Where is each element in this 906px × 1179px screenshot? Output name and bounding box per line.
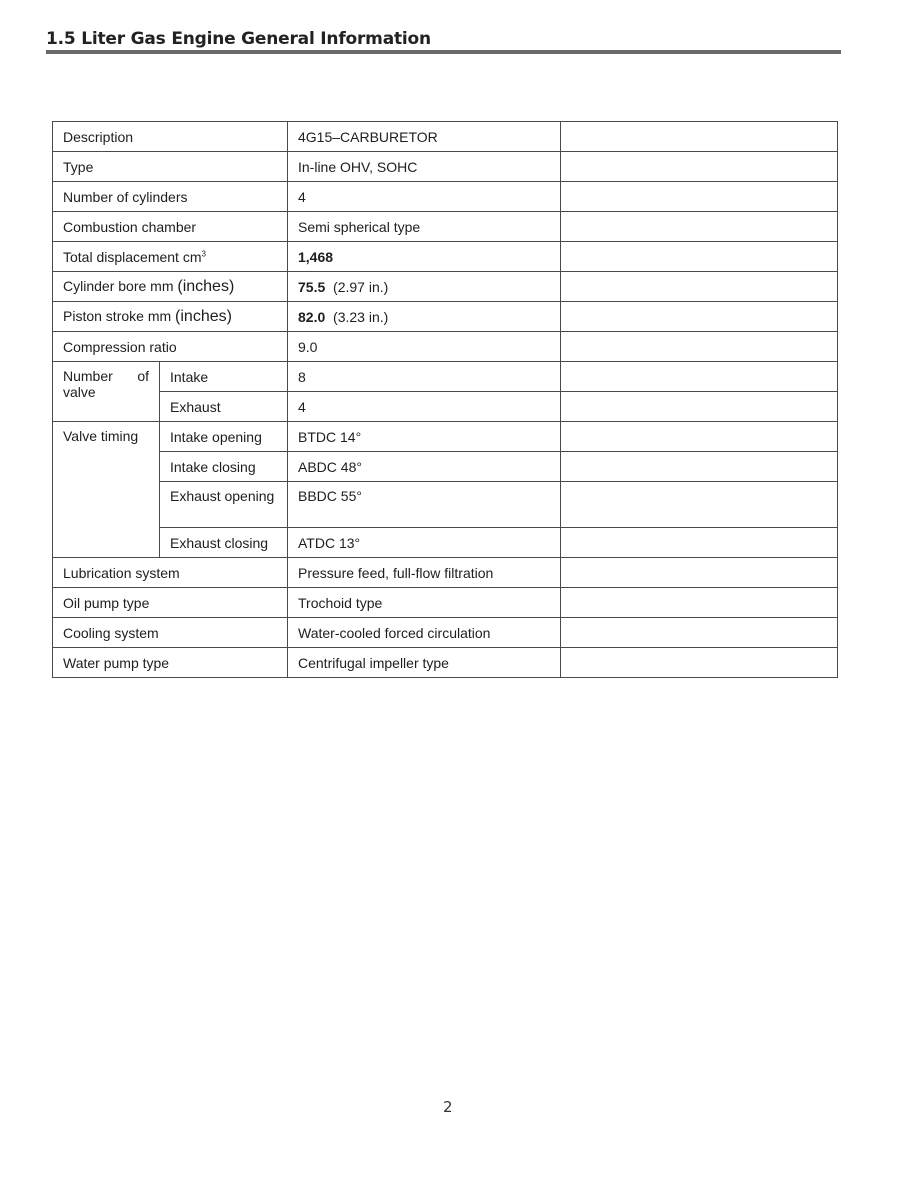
table-row bbox=[53, 588, 838, 618]
sub-label: Exhaust opening bbox=[160, 482, 288, 528]
row-value: 82.0 bbox=[298, 308, 326, 325]
table-row bbox=[53, 482, 838, 528]
table-row bbox=[53, 242, 838, 272]
row-label: Cylinder bore mm bbox=[63, 277, 174, 294]
row-extra bbox=[561, 528, 838, 558]
row-label-cell bbox=[53, 302, 288, 332]
row-extra bbox=[561, 392, 838, 422]
row-value: Trochoid type bbox=[288, 588, 561, 618]
row-extra bbox=[561, 648, 838, 678]
row-label: Oil pump type bbox=[53, 588, 288, 618]
row-extra bbox=[561, 558, 838, 588]
sub-label: Exhaust bbox=[160, 392, 288, 422]
engine-spec-table bbox=[52, 121, 838, 678]
row-value: ABDC 48° bbox=[288, 452, 561, 482]
row-label-unit: (inches) bbox=[175, 307, 232, 325]
row-value-alt: (2.97 in.) bbox=[333, 278, 389, 295]
row-value: Pressure feed, full-flow filtration bbox=[288, 558, 561, 588]
row-label: Piston stroke mm bbox=[63, 307, 172, 324]
row-extra bbox=[561, 362, 838, 392]
row-extra bbox=[561, 122, 838, 152]
row-extra bbox=[561, 152, 838, 182]
row-extra bbox=[561, 212, 838, 242]
row-label: Combustion chamber bbox=[53, 212, 288, 242]
table-row bbox=[53, 152, 838, 182]
sub-label: Intake closing bbox=[160, 452, 288, 482]
table-row bbox=[53, 648, 838, 678]
row-extra bbox=[561, 272, 838, 302]
row-value: 4G15–CARBURETOR bbox=[288, 122, 561, 152]
row-value: 75.5 bbox=[298, 278, 326, 295]
row-label: Lubrication system bbox=[53, 558, 288, 588]
table-row bbox=[53, 272, 838, 302]
row-extra bbox=[561, 182, 838, 212]
table-row bbox=[53, 452, 838, 482]
table-row bbox=[53, 558, 838, 588]
row-value: BBDC 55° bbox=[288, 482, 561, 528]
row-label: Water pump type bbox=[53, 648, 288, 678]
unit-superscript: 3 bbox=[201, 248, 206, 258]
row-label: Type bbox=[53, 152, 288, 182]
row-label: Description bbox=[53, 122, 288, 152]
row-label: Compression ratio bbox=[53, 332, 288, 362]
row-extra bbox=[561, 332, 838, 362]
row-value-cell bbox=[288, 302, 561, 332]
header-rule bbox=[46, 50, 841, 54]
table-row bbox=[53, 528, 838, 558]
row-extra bbox=[561, 588, 838, 618]
page-number: 2 bbox=[443, 1098, 453, 1116]
row-extra bbox=[561, 452, 838, 482]
table-row bbox=[53, 332, 838, 362]
table-row bbox=[53, 182, 838, 212]
row-value: 4 bbox=[288, 182, 561, 212]
page-title: 1.5 Liter Gas Engine General Information bbox=[46, 29, 431, 49]
row-value: BTDC 14° bbox=[288, 422, 561, 452]
table-row bbox=[53, 392, 838, 422]
row-value: Semi spherical type bbox=[288, 212, 561, 242]
table-row bbox=[53, 618, 838, 648]
row-label: Number of cylinders bbox=[53, 182, 288, 212]
row-value: Water-cooled forced circulation bbox=[288, 618, 561, 648]
row-label: Cooling system bbox=[53, 618, 288, 648]
row-extra bbox=[561, 618, 838, 648]
row-value: 4 bbox=[288, 392, 561, 422]
sub-label: Intake opening bbox=[160, 422, 288, 452]
page-header bbox=[46, 28, 841, 54]
row-value-cell bbox=[288, 272, 561, 302]
row-label-unit: (inches) bbox=[177, 277, 235, 295]
row-extra bbox=[561, 482, 838, 528]
row-value: 1,468 bbox=[288, 242, 561, 272]
row-extra bbox=[561, 302, 838, 332]
table-row bbox=[53, 302, 838, 332]
row-value: Centrifugal impeller type bbox=[288, 648, 561, 678]
table-row bbox=[53, 362, 838, 392]
row-value: 9.0 bbox=[288, 332, 561, 362]
row-value-alt: (3.23 in.) bbox=[333, 308, 389, 325]
row-label-cell bbox=[53, 272, 288, 302]
table-row bbox=[53, 422, 838, 452]
row-label: Total displacement cm bbox=[63, 248, 202, 265]
row-extra bbox=[561, 242, 838, 272]
group-label-valves: Number of valve bbox=[53, 362, 160, 422]
row-extra bbox=[561, 422, 838, 452]
row-value: 8 bbox=[288, 362, 561, 392]
sub-label: Intake bbox=[160, 362, 288, 392]
group-label-timing: Valve timing bbox=[53, 422, 160, 558]
row-label-cell bbox=[53, 242, 288, 272]
row-value: ATDC 13° bbox=[288, 528, 561, 558]
table-row bbox=[53, 122, 838, 152]
row-value: In-line OHV, SOHC bbox=[288, 152, 561, 182]
sub-label: Exhaust closing bbox=[160, 528, 288, 558]
table-row bbox=[53, 212, 838, 242]
